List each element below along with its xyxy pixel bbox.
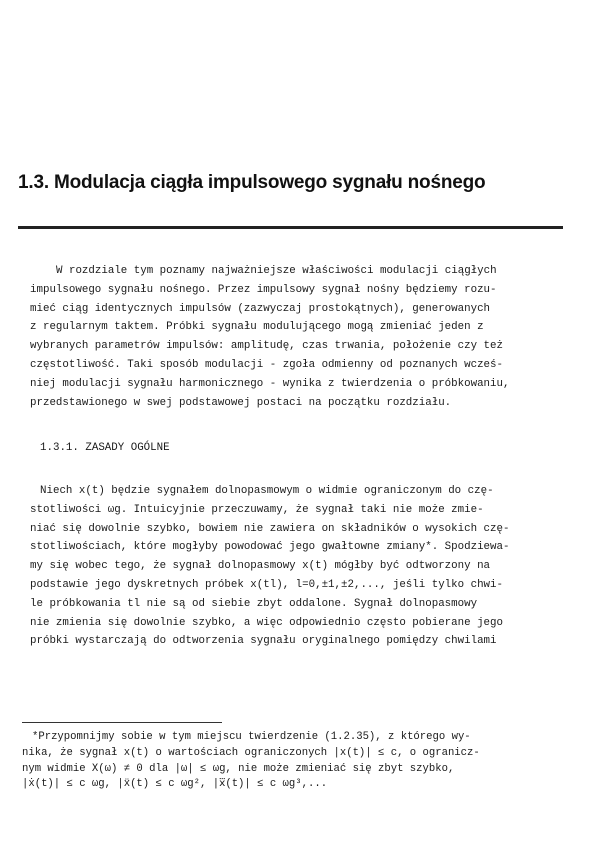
intro-line: przedstawionego w swej podstawowej postaci na początku rozdziału.: [30, 396, 452, 409]
body-line: nie zmienia się dowolnie szybko, a więc odpowiednio często pobierane jego: [30, 616, 503, 629]
body-line: stotliwości ωg. Intuicyjnie przeczuwamy, że sygnał taki nie może zmie-: [30, 503, 484, 516]
body-line: podstawie jego dyskretnych próbek x(tl), l=0,±1,±2,..., jeśli tylko chwi-: [30, 578, 503, 591]
body-line: próbki wystarczają do odtworzenia sygnału oryginalnego pomiędzy chwilami: [30, 635, 497, 648]
body-paragraph: [30, 482, 570, 651]
footnote-line: nym widmie X(ω) ≠ 0 dla |ω| ≤ ωg, nie może zmieniać się zbyt szybko,: [22, 762, 455, 775]
intro-line: wybranych parametrów impulsów: amplitudę, czas trwania, położenie czy też: [30, 340, 503, 353]
intro-line: W rozdziale tym poznamy najważniejsze właściwości modulacji ciągłych: [56, 265, 497, 277]
footnote-line: |ẋ(t)| ≤ c ωg, |ẍ(t) ≤ c ωg², |x⃛(t)| ≤ c ωg³,...: [22, 778, 328, 791]
intro-line: mieć ciąg identycznych impulsów (zazwyczaj prostokątnych), generowanych: [30, 302, 491, 315]
body-line: Niech x(t) będzie sygnałem dolnopasmowym o widmie ograniczonym do czę-: [40, 485, 494, 497]
intro-paragraph: [30, 262, 570, 412]
footnote-line: *Przypomnijmy sobie w tym miejscu twierdzenie (1.2.35), z którego wy-: [32, 731, 471, 743]
body-line: my się wobec tego, że sygnał dolnopasmowy x(t) mógłby być odtworzony na: [30, 560, 491, 573]
intro-line: częstotliwość. Taki sposób modulacji - zgoła odmienny od poznanych wcześ-: [30, 358, 503, 371]
section-title: 1.3. Modulacja ciągła impulsowego sygnału nośnego: [18, 172, 486, 193]
body-line: le próbkowania tl nie są od siebie zbyt oddalone. Sygnał dolnopasmowy: [30, 597, 478, 610]
title-rule: [18, 226, 563, 229]
intro-line: niej modulacji sygnału harmonicznego - wynika z twierdzenia o próbkowaniu,: [30, 377, 510, 390]
footnote-rule: [22, 722, 222, 723]
footnote: [22, 730, 582, 793]
intro-line: impulsowego sygnału nośnego. Przez impulsowy sygnał nośny będziemy rozu-: [30, 283, 497, 296]
body-line: stotliwościach, które mogłyby powodować jego gwałtowne zmiany*. Spodziewa-: [30, 541, 510, 554]
body-line: niać się dowolnie szybko, bowiem nie zawiera on składników o wysokich czę-: [30, 522, 510, 535]
footnote-line: nika, że sygnał x(t) o wartościach ograniczonych |x(t)| ≤ c, o ogranicz-: [22, 746, 480, 759]
intro-line: z regularnym taktem. Próbki sygnału modulującego mogą zmieniać jeden z: [30, 321, 484, 334]
subsection-title: 1.3.1. ZASADY OGÓLNE: [40, 442, 170, 454]
